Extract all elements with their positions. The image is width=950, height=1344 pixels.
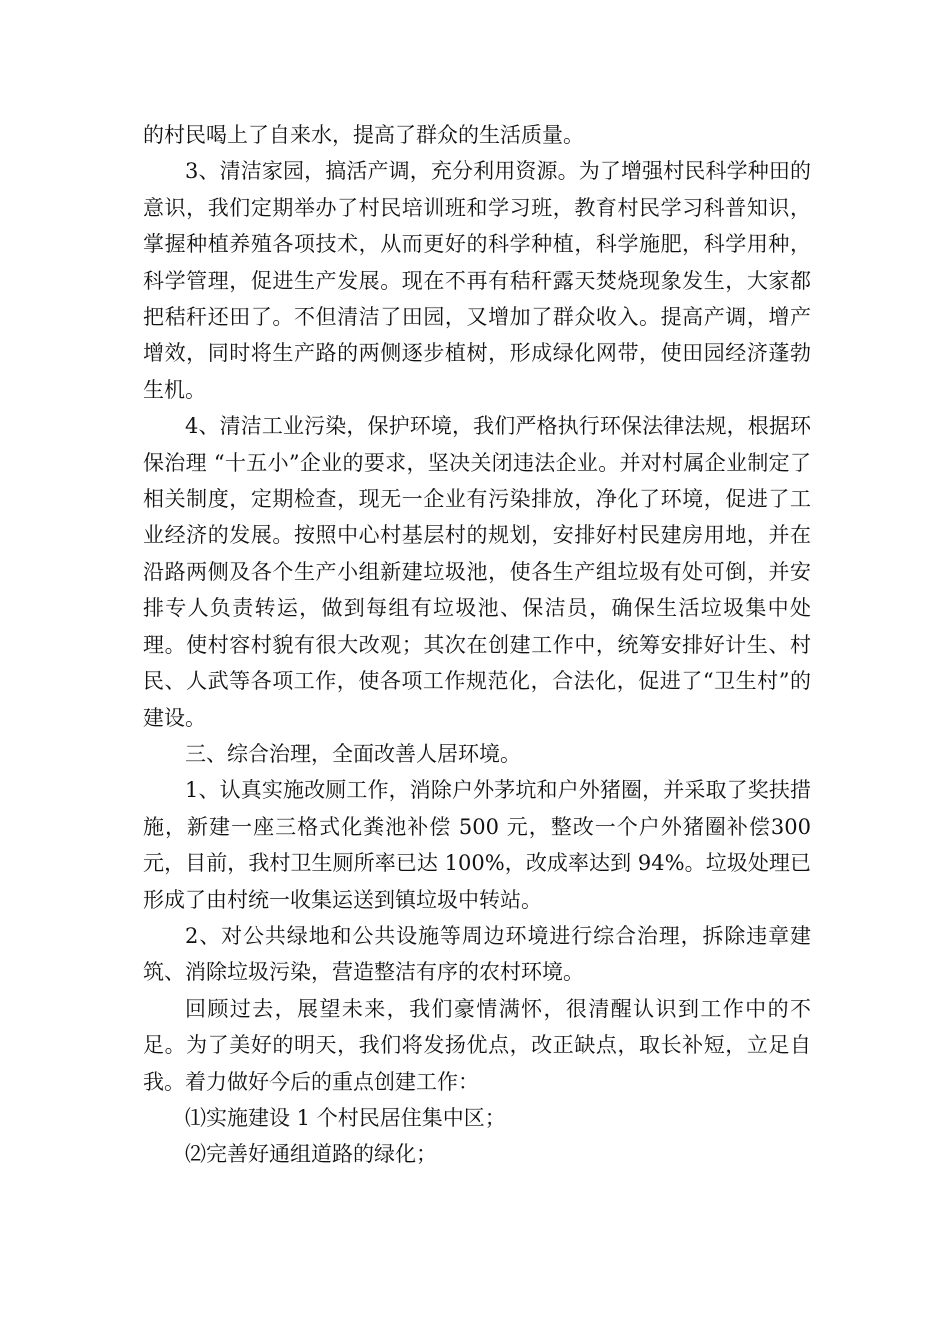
paragraph-industrial-pollution: 4、清洁工业污染，保护环境，我们严格执行环保法律法规，根据环保治理 “十五小”企业的要求，坚决关闭违法企业。并对村属企业制定了相关制度，定期检查，现无一企业有污染排放，净化了环境，促进了工业经济的发展。按照中心村基层村的规划，安排好村民建房用地，并在沿路两侧及各个生产小组新建垃圾池，使各生产组垃圾有处可倒，并安排专人负责转运，做到每组有垃圾池、保洁员，确保生活垃圾集中处理。使村容村貌有很大改观；其次在创建工作中，统筹安排好计生、村民、人武等各项工作，使各项工作规范化，合法化，促进了“卫生村”的建设。 (143, 414, 811, 730)
section-heading-comprehensive-governance: 三、综合治理，全面改善人居环境。 (185, 741, 521, 766)
paragraph-clean-homes: 3、清洁家园，搞活产调，充分利用资源。为了增强村民科学种田的意识，我们定期举办了村民培训班和学习班，教育村民学习科普知识，掌握种植养殖各项技术，从而更好的科学种植，科学施肥，科学用种，科学管理，促进生产发展。现在不再有秸秆露天焚烧现象发生，大家都把秸秆还田了。不但清洁了田园，又增加了群众收入。提高产调，增产增效，同时将生产路的两侧逐步植树，形成绿化网带，使田园经济蓬勃生机。 (143, 159, 811, 402)
list-item-residential-area: ⑴实施建设 1 个村民居住集中区； (185, 1105, 506, 1130)
paragraph-review-outlook: 回顾过去，展望未来，我们豪情满怀，很清醒认识到工作中的不足。为了美好的明天，我们将发扬优点，改正缺点，取长补短，立足自我。着力做好今后的重点创建工作： (143, 996, 811, 1094)
document-page (143, 117, 811, 1173)
paragraph-toilet-reform: 1、认真实施改厕工作，消除户外茅坑和户外猪圈，并采取了奖扶措施，新建一座三格式化粪池补偿 500 元，整改一个户外猪圈补偿300 元，目前，我村卫生厕所率已达 100%，改成率达到 94%。垃圾处理已形成了由村统一收集运送到镇垃圾中转站。 (143, 778, 811, 912)
list-item-road-greening: ⑵完善好通组道路的绿化； (185, 1142, 437, 1167)
paragraph-tap-water: 的村民喝上了自来水，提高了群众的生活质量。 (143, 123, 584, 147)
paragraph-public-green-space: 2、对公共绿地和公共设施等周边环境进行综合治理，拆除违章建筑、消除垃圾污染，营造整洁有序的农村环境。 (143, 923, 811, 985)
